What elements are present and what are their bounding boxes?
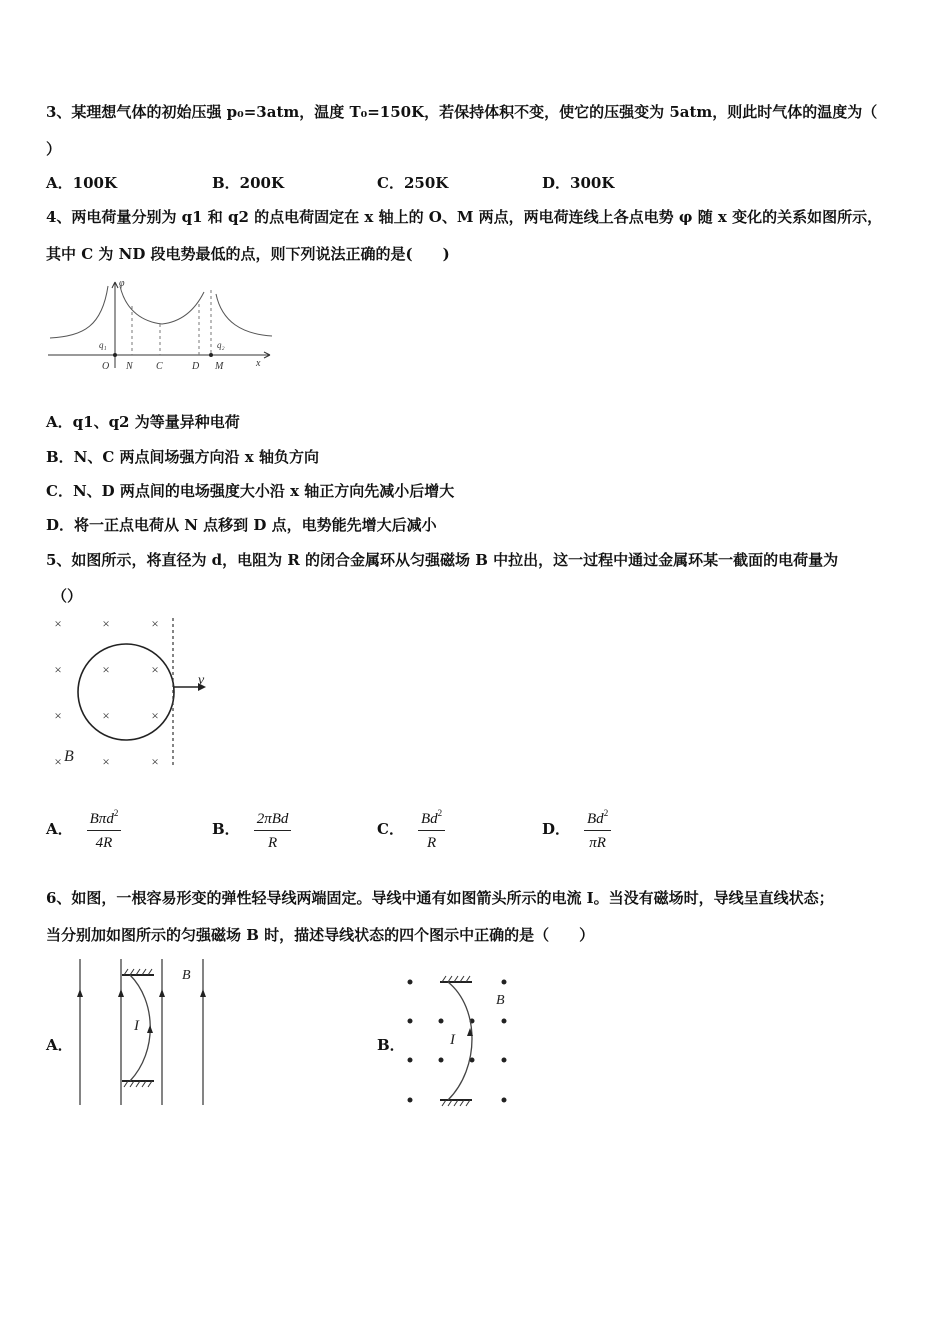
exponent: 2 (113, 808, 119, 818)
middle-branch-curve (120, 286, 204, 324)
current-arrow (147, 1025, 153, 1033)
q4-option-a[interactable]: A．q1、q2 为等量异种电荷 (46, 413, 240, 431)
q3-option-a[interactable]: A．100K (46, 174, 117, 192)
q3-option-d[interactable]: D．300K (542, 174, 615, 192)
field-cross: × (102, 616, 110, 631)
field-dot (502, 1058, 507, 1063)
option-label: C． (377, 819, 404, 838)
field-cross: × (151, 754, 159, 769)
field-dot (502, 1019, 507, 1024)
field-dot (439, 1058, 444, 1063)
q6-option-b-figure (400, 968, 520, 1108)
field-dot (408, 1019, 413, 1024)
field-dot (408, 1098, 413, 1103)
q5-option-d[interactable] (542, 804, 611, 852)
exponent: 2 (437, 808, 443, 818)
o-label: O (102, 361, 110, 372)
denominator: πR (589, 835, 606, 851)
field-cross: × (102, 708, 110, 723)
field-cross: × (151, 662, 159, 677)
q4-stem-line2: 其中 C 为 ND 段电势最低的点，则下列说法正确的是( ) (46, 245, 450, 263)
c-label: C (156, 361, 163, 372)
field-dot (502, 980, 507, 985)
velocity-label: v (198, 673, 205, 688)
field-cross: × (151, 708, 159, 723)
q6-option-b[interactable]: B． (377, 1036, 405, 1054)
b-field-label: B (64, 748, 74, 765)
field-dot (502, 1098, 507, 1103)
numerator: 2πBd (256, 811, 289, 827)
field-cross: × (54, 708, 62, 723)
q1-dot (113, 353, 117, 357)
b-field-label: B (182, 968, 191, 983)
field-dot (408, 1058, 413, 1063)
q6-option-a-figure (70, 955, 215, 1110)
field-cross: × (54, 662, 62, 677)
q5-option-a[interactable] (46, 804, 121, 852)
option-label: B． (212, 819, 240, 838)
n-label: N (126, 361, 133, 372)
right-branch-curve (216, 294, 272, 336)
field-cross: × (102, 662, 110, 677)
q4-stem-line1: 4、两电荷量分别为 q1 和 q2 的点电荷固定在 x 轴上的 O、M 两点，两电荷连线上各点电势 φ 随 x 变化的关系如图所示， (46, 208, 883, 226)
q1-label: q₁ (99, 340, 107, 350)
q4-potential-graph (44, 276, 276, 376)
q4-option-b[interactable]: B．N、C 两点间场强方向沿 x 轴负方向 (46, 448, 319, 466)
q3-option-c[interactable]: C．250K (377, 174, 449, 192)
q2-dot (209, 353, 213, 357)
field-cross: × (102, 754, 110, 769)
denominator: R (426, 835, 437, 851)
field-dot (408, 980, 413, 985)
d-label: D (192, 361, 200, 372)
option-label: D． (542, 819, 571, 838)
q5-option-b[interactable] (212, 804, 291, 852)
x-label: x (256, 358, 261, 369)
q5-stem-line1: 5、如图所示，将直径为 d，电阻为 R 的闭合金属环从匀强磁场 B 中拉出，这一过程中通过金属环某一截面的电荷量为 (46, 551, 839, 569)
q6-stem-line2: 当分别加如图所示的匀强磁场 B 时，描述导线状态的四个图示中正确的是（ ） (46, 926, 595, 944)
field-cross: × (54, 616, 62, 631)
b-field-label: B (496, 993, 505, 1008)
numerator: Bd (420, 811, 438, 827)
q3-stem-line1: 3、某理想气体的初始压强 p₀=3atm，温度 T₀=150K，若保持体积不变，使它的压强变为 5atm，则此时气体的温度为（ (46, 103, 878, 121)
q4-option-c[interactable]: C．N、D 两点间的电场强度大小沿 x 轴正方向先减小后增大 (46, 482, 455, 500)
q6-option-a[interactable]: A． (46, 1036, 73, 1054)
current-label: I (134, 1018, 139, 1034)
left-branch-curve (50, 286, 108, 338)
q5-option-c[interactable] (377, 804, 445, 852)
option-label: A． (46, 819, 73, 838)
q2-label: q₂ (217, 340, 225, 350)
denominator: R (267, 835, 278, 851)
q3-stem-line2: ） (46, 140, 62, 158)
current-label: I (450, 1032, 455, 1048)
numerator: Bd (587, 811, 604, 827)
field-cross: × (54, 754, 62, 769)
q3-option-b[interactable]: B．200K (212, 174, 285, 192)
phi-label: φ (119, 278, 125, 289)
m-label: M (215, 361, 224, 372)
q6-stem-line1: 6、如图，一根容易形变的弹性轻导线两端固定。导线中通有如图箭头所示的电流 I。当没有磁场时，导线呈直线状态； (46, 889, 834, 907)
field-dot (439, 1019, 444, 1024)
exponent: 2 (603, 808, 609, 818)
denominator: 4R (95, 835, 113, 851)
metal-ring (78, 644, 174, 740)
q5-magnetic-field-figure (44, 612, 219, 772)
q4-option-d[interactable]: D．将一正点电荷从 N 点移到 D 点，电势能先增大后减小 (46, 516, 437, 534)
numerator: Bπd (89, 811, 114, 827)
field-cross: × (151, 616, 159, 631)
q5-stem-line2: （） (52, 587, 83, 605)
